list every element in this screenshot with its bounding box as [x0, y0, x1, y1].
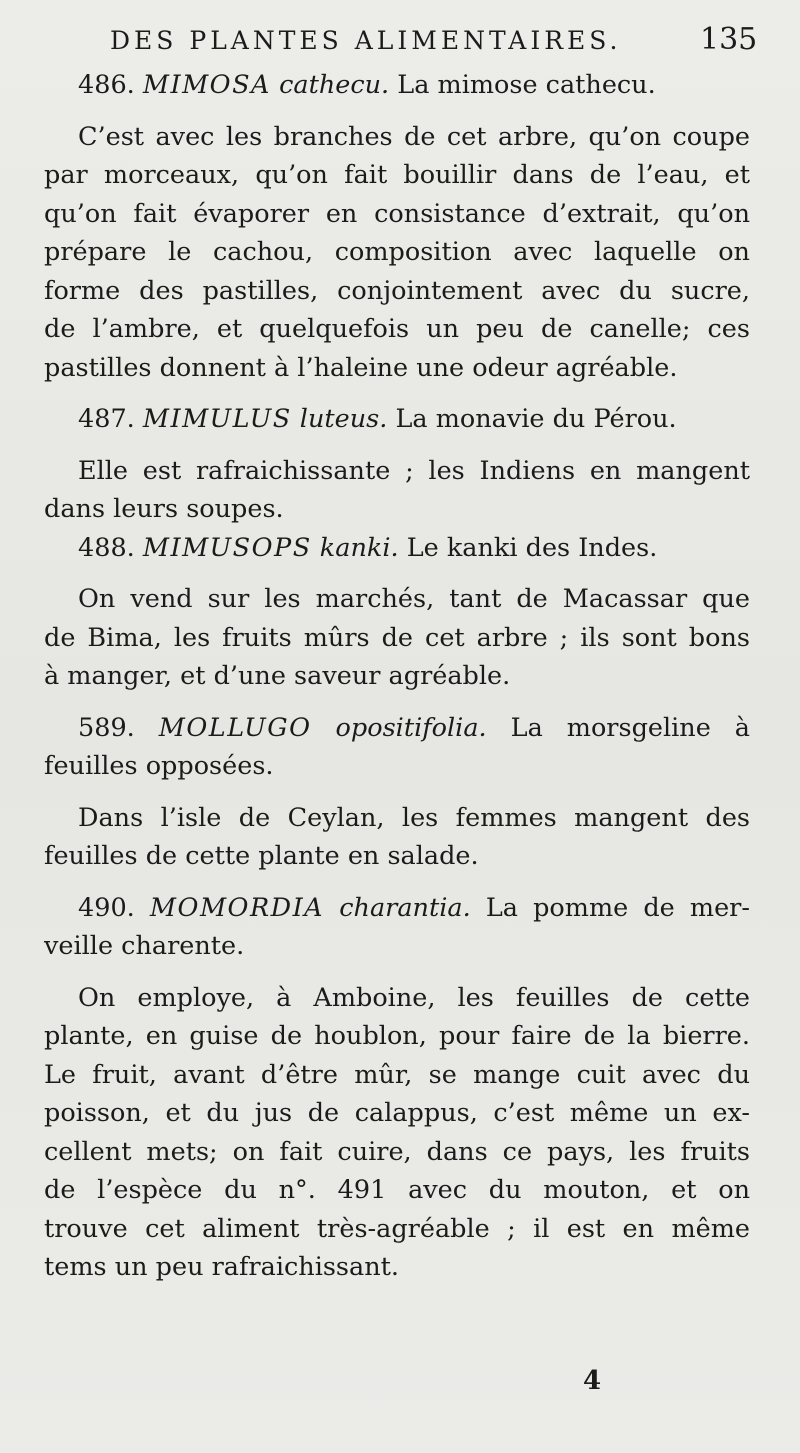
text-line: qu’on fait évaporer en consistance d’extrait, qu’on — [44, 198, 750, 229]
genus-name: MIMULUS — [142, 404, 292, 434]
common-name: La monavie du Pérou. — [395, 404, 677, 434]
text-line: tems un peu rafraichissant. — [44, 1252, 399, 1282]
text-line: à manger, et d’une saveur agréable. — [44, 661, 511, 691]
common-name-continued: feuilles opposées. — [44, 751, 274, 781]
entry-heading-487 — [0, 400, 800, 439]
text-line: Dans l’isle de Ceylan, les femmes mangent des — [78, 802, 750, 833]
common-name: La morsgeline à — [510, 712, 751, 743]
entry-number: 589. — [78, 712, 135, 743]
text-line: trouve cet aliment très-agréable ; il est en même — [44, 1213, 750, 1244]
genus-name: MOMORDIA — [149, 892, 325, 923]
text-line: C’est avec les branches de cet arbre, qu’on coupe — [78, 121, 750, 152]
entry-number: 488. — [78, 532, 135, 563]
running-title: DES PLANTES ALIMENTAIRES. — [110, 26, 622, 55]
page-number: 135 — [700, 22, 758, 57]
text-line: Le fruit, avant d’être mûr, se mange cuit avec du — [44, 1059, 750, 1090]
text-line: dans leurs soupes. — [44, 494, 284, 524]
species-name: kanki. — [319, 532, 399, 563]
text-line: pastilles donnent à l’haleine une odeur agréable. — [44, 352, 678, 383]
text-line: de l’espèce du n°. 491 avec du mouton, et on — [44, 1175, 750, 1205]
common-name-continued: veille charente. — [44, 931, 245, 961]
species-name: cathecu. — [279, 70, 390, 100]
common-name: Le kanki des Indes. — [406, 532, 658, 563]
text-line: cellent mets; on fait cuire, dans ce pays, les fruits — [44, 1136, 750, 1167]
text-line: poisson, et du jus de calappus, c’est même un ex- — [44, 1098, 750, 1128]
text-line: forme des pastilles, conjointement avec du sucre, — [44, 275, 750, 306]
text-line: feuilles de cette plante en salade. — [44, 841, 479, 871]
text-line: de l’ambre, et quelquefois un peu de canelle; ces — [44, 314, 750, 344]
page-text — [0, 66, 800, 1287]
genus-name: MOLLUGO — [158, 712, 312, 743]
page-header — [0, 22, 800, 62]
text-line: de Bima, les fruits mûrs de cet arbre ; ils sont bons — [44, 622, 750, 653]
common-name: La pomme de mer- — [485, 892, 750, 923]
entry-heading-488 — [0, 529, 800, 568]
signature-mark: 4 — [583, 1366, 602, 1396]
entry-heading-490 — [0, 889, 800, 928]
text-line: On employe, à Amboine, les feuilles de cette — [78, 982, 750, 1013]
entry-heading-486 — [0, 66, 800, 105]
species-name: luteus. — [299, 404, 388, 434]
entry-number: 490. — [78, 892, 135, 923]
text-line: prépare le cachou, composition avec laquelle on — [44, 237, 750, 267]
entry-number: 486. — [78, 70, 135, 100]
text-line: On vend sur les marchés, tant de Macassar que — [78, 584, 750, 614]
species-name: opositifolia. — [335, 712, 487, 743]
text-line: Elle est rafraichissante ; les Indiens en mangent — [78, 455, 750, 486]
common-name: La mimose cathecu. — [397, 70, 656, 100]
genus-name: MIMOSA — [142, 70, 271, 100]
entry-number: 487. — [78, 404, 135, 434]
species-name: charantia. — [339, 892, 471, 923]
genus-name: MIMUSOPS — [142, 532, 312, 563]
entry-heading-589 — [0, 709, 800, 748]
text-line: par morceaux, qu’on fait bouillir dans de l’eau, et — [44, 160, 750, 190]
text-line: plante, en guise de houblon, pour faire de la bierre. — [44, 1021, 750, 1051]
